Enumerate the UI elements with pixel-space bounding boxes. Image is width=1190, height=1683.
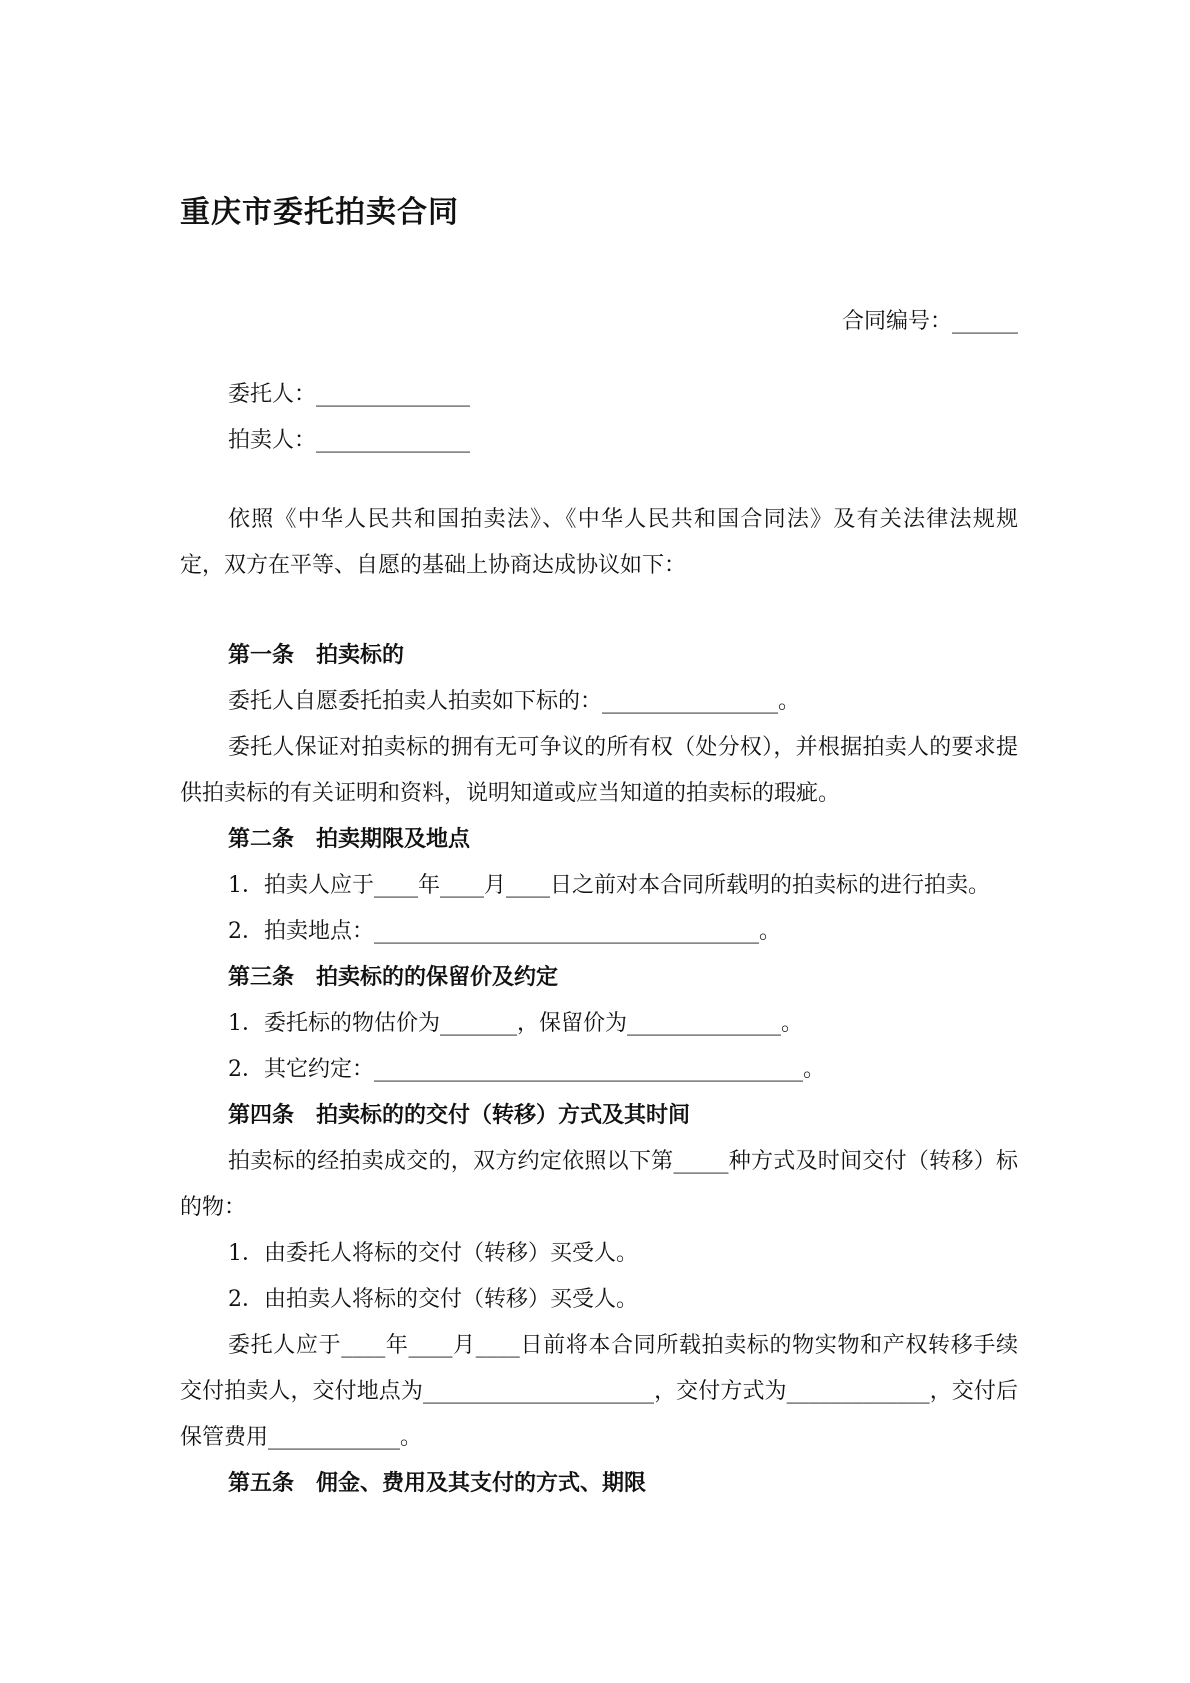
article-4-paragraph: 2．由拍卖人将标的交付（转移）买受人。 [228,1287,638,1312]
article-2-heading: 第二条 拍卖期限及地点 [228,827,471,852]
article-2-paragraph: 1．拍卖人应于____年____月____日之前对本合同所载明的拍卖标的进行拍卖。 [228,873,990,898]
article-3-paragraph: 2．其它约定：_______________________________________。 [228,1057,825,1082]
parties-block [228,379,470,471]
article-3-paragraph: 1．委托标的物估价为_______，保留价为______________。 [228,1011,803,1036]
contract-number: 合同编号：______ [841,309,1018,334]
article-1-paragraph: 委托人保证对拍卖标的拥有无可争议的所有权（处分权），并根据拍卖人的要求提供拍卖标的有关证明和资料，说明知道或应当知道的拍卖标的瑕疵。 [180,735,1018,806]
article-2-paragraph: 2．拍卖地点：___________________________________。 [228,919,781,944]
article-4-paragraph: 拍卖标的经拍卖成交的，双方约定依照以下第_____种方式及时间交付（转移）标的物： [180,1149,1018,1220]
article-4-paragraph: 委托人应于____年____月____日前将本合同所载拍卖标的物实物和产权转移手续交付拍卖人，交付地点为_____________________，交付方式为_____________，交付后保管费用____________。 [180,1333,1018,1450]
article-5-heading: 第五条 佣金、费用及其支付的方式、期限 [228,1471,647,1496]
article-4-heading: 第四条 拍卖标的的交付（转移）方式及其时间 [228,1103,691,1128]
article-3-heading: 第三条 拍卖标的的保留价及约定 [228,965,559,990]
article-1-paragraph: 委托人自愿委托拍卖人拍卖如下标的：________________。 [228,689,801,714]
intro-paragraph: 依照《中华人民共和国拍卖法》、《中华人民共和国合同法》及有关法律法规规定，双方在平等、自愿的基础上协商达成协议如下： [180,507,1018,578]
party-auctioneer: 拍卖人：______________ [228,428,471,453]
article-1-heading: 第一条 拍卖标的 [228,643,405,668]
contract-body [180,497,1018,1507]
article-4-paragraph: 1．由委托人将标的交付（转移）买受人。 [228,1241,638,1266]
document-title: 重庆市委托拍卖合同 [180,195,459,230]
party-consignor: 委托人：______________ [228,382,471,407]
